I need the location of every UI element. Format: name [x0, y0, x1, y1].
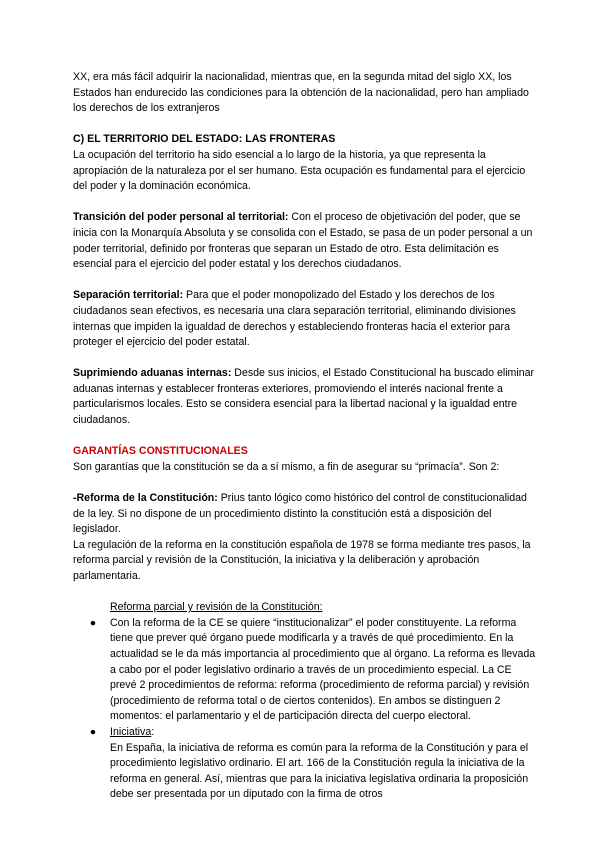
list-item-text: Con la reforma de la CE se quiere “institucionalizar” el poder constituyente. La reforma tiene que prever qué órgano puede modificarla y a través de qué procedimiento. En la actualidad se le da más importancia al procedimiento que al órgano. La reforma es llevada a cabo por el poder legislativo ordinario a través de un procedimiento especial. La CE prevé 2 procedimientos de reforma: reforma (procedimiento de reforma parcial) y revisión (procedimiento de reforma total o de ciertos contenidos). En ambos se distinguen 2 momentos: el parlamentario y el de participación directa del cuerpo electoral. [110, 616, 536, 723]
list-item [73, 725, 540, 803]
bullet-icon: ● [89, 725, 97, 738]
reforma-list [73, 600, 540, 803]
garantias-intro: Son garantías que la constitución se da a sí mismo, a fin de asegurar su “primacía”. Son 2: [73, 460, 500, 473]
text-aduanas: Desde sus inicios, el Estado Constitucional ha buscado eliminar aduanas internas y establecer fronteras exteriores, promoviendo el interés nacional frente a particularismos locales. Esto se considera esencial para la libertad nacional y la igualdad entre ciudadanos. [73, 367, 535, 427]
section-c-heading: C) EL TERRITORIO DEL ESTADO: LAS FRONTERAS [73, 133, 336, 146]
paragraph-aduanas [73, 366, 540, 428]
list-item [73, 616, 540, 725]
text-separacion: Para que el poder monopolizado del Estado y los derechos de los ciudadanos sean efectivos, es necesaria una clara separación territorial, eliminando divisiones internas que impiden la igualdad de derechos y estableciendo fronteras hacia el exterior para proteger el ejercicio del poder estatal. [73, 289, 516, 349]
paragraph-reforma [73, 491, 540, 538]
list-item-title [110, 725, 540, 741]
text-reforma: Prius tanto lógico como histórico del control de constitucionalidad de la ley. Si no dispone de un procedimiento distinto la constitución está a disposición del legislador. [73, 492, 527, 536]
paragraph-transicion [73, 210, 540, 272]
text-transicion: Con el proceso de objetivación del poder, que se inicia con la Monarquía Absoluta y se consolida con el Estado, se pasa de un poder personal a un poder territorial, definido por fronteras que separan un Estado de otro. Esta delimitación es esencial para el ejercicio del poder estatal y los derechos ciudadanos. [73, 211, 533, 271]
term-separacion: Separación territorial: [73, 289, 184, 302]
section-c-paragraph: La ocupación del territorio ha sido esencial a lo largo de la historia, ya que representa la apropiación de la naturaleza por el ser humano. Esta ocupación es fundamental para el ejercicio del poder y la dominación económica. [73, 148, 526, 193]
list-subtitle: Reforma parcial y revisión de la Constitución: [110, 601, 323, 614]
iniciativa-colon: : [151, 725, 155, 738]
term-reforma: -Reforma de la Constitución: [73, 492, 218, 505]
intro-paragraph: XX, era más fácil adquirir la nacionalidad, mientras que, en la segunda mitad del siglo XX, los Estados han endurecido las condiciones para la obtención de la nacionalidad, pero han ampliado los derechos de los extranjeros [73, 71, 529, 115]
term-aduanas: Suprimiendo aduanas internas: [73, 367, 232, 380]
iniciativa-title: Iniciativa [110, 725, 152, 738]
paragraph-regulacion: La regulación de la reforma en la constitución española de 1978 se forma mediante tres pasos, la reforma parcial y revisión de la Constitución, la iniciativa y la deliberación y aprobación parlamentaria. [73, 538, 531, 582]
bullet-icon: ● [89, 616, 97, 629]
list-item-text: En España, la iniciativa de reforma es común para la reforma de la Constitución y para el procedimiento legislativo ordinario. El art. 166 de la Constitución regula la iniciativa de la reforma en general. Así, mientras que para la iniciativa legislativa ordinaria la proposición debe ser presentada por un diputado con la firma de otros [110, 741, 529, 801]
paragraph-separacion [73, 288, 540, 350]
garantias-heading: GARANTÍAS CONSTITUCIONALES [73, 445, 248, 458]
term-transicion: Transición del poder personal al territorial: [73, 211, 289, 224]
